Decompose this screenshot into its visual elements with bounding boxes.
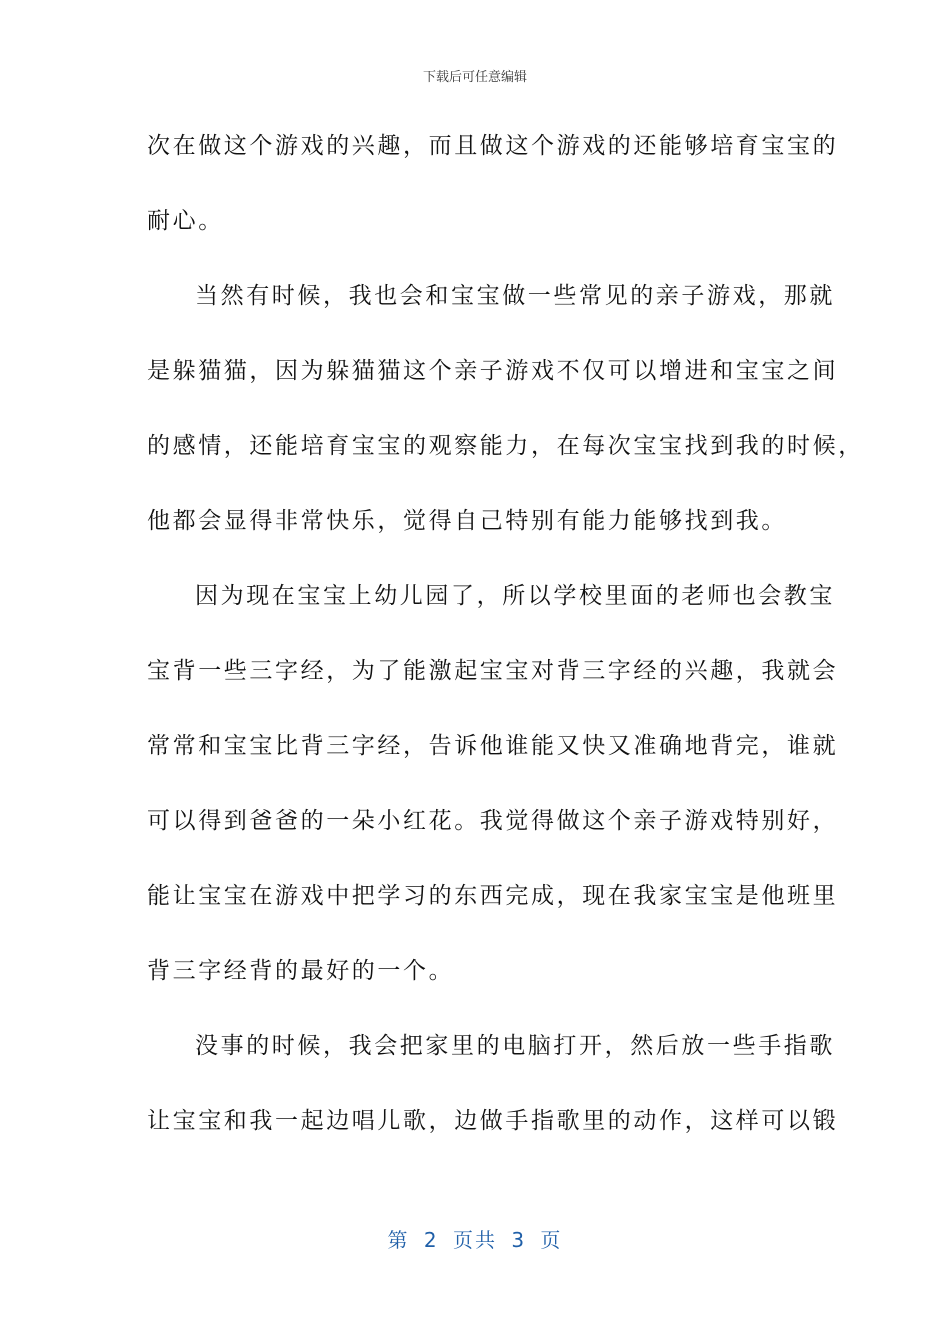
text-line: 他都会显得非常快乐，觉得自己特别有能力能够找到我。	[147, 508, 787, 534]
text-line: 的感情，还能培育宝宝的观察能力，在每次宝宝找到我的时候，	[147, 433, 864, 459]
page-footer: 第 2 页共 3 页	[387, 1228, 563, 1252]
text-line: 宝背一些三字经，为了能激起宝宝对背三字经的兴趣，我就会	[147, 658, 839, 684]
text-line: 背三字经背的最好的一个。	[147, 958, 455, 984]
text-line: 常常和宝宝比背三字经，告诉他谁能又快又准确地背完，谁就	[147, 733, 839, 759]
paragraph-start-line: 因为现在宝宝上幼儿园了，所以学校里面的老师也会教宝	[195, 583, 835, 609]
text-line: 次在做这个游戏的兴趣，而且做这个游戏的还能够培育宝宝的	[147, 133, 839, 159]
text-line: 能让宝宝在游戏中把学习的东西完成，现在我家宝宝是他班里	[147, 883, 839, 909]
text-line: 耐心。	[147, 208, 224, 234]
paragraph-start-line: 当然有时候，我也会和宝宝做一些常见的亲子游戏，那就	[195, 283, 835, 309]
document-body	[147, 124, 864, 1174]
text-line: 可以得到爸爸的一朵小红花。我觉得做这个亲子游戏特别好，	[147, 808, 839, 834]
page-header: 下载后可任意编辑	[422, 70, 527, 85]
paragraph-start-line: 没事的时候，我会把家里的电脑打开，然后放一些手指歌	[195, 1033, 835, 1059]
text-line: 让宝宝和我一起边唱儿歌，边做手指歌里的动作，这样可以锻	[147, 1108, 839, 1134]
text-line: 是躲猫猫，因为躲猫猫这个亲子游戏不仅可以增进和宝宝之间	[147, 358, 839, 384]
